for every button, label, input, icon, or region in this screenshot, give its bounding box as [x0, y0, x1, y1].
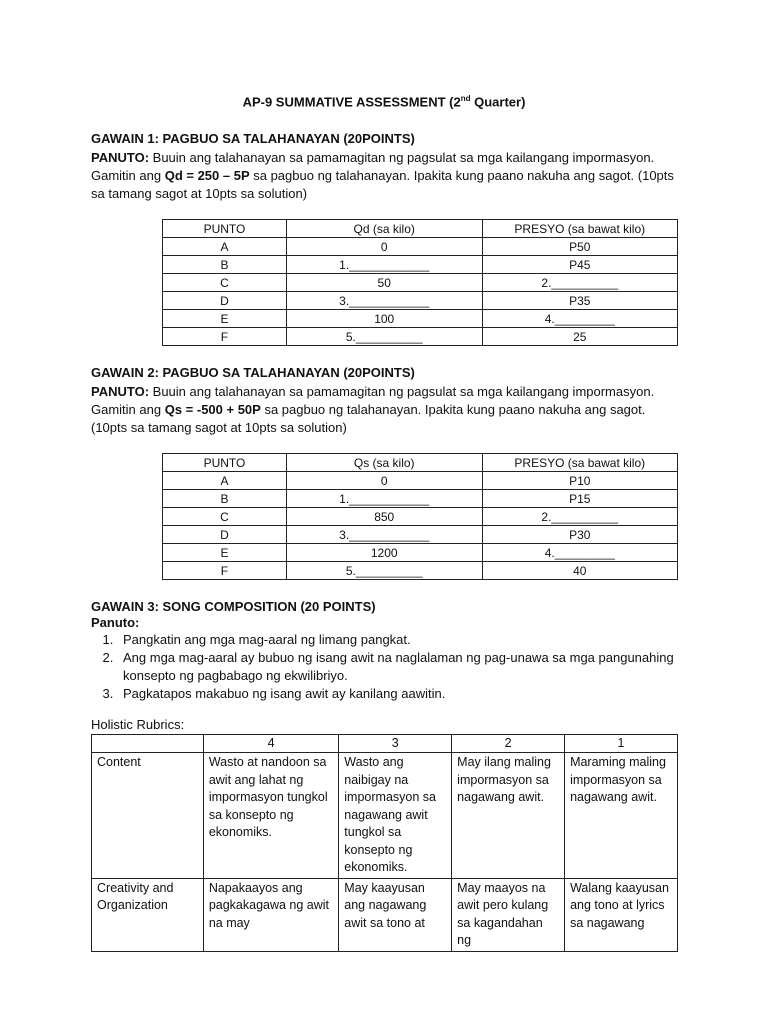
- task1-instructions: PANUTO: Buuin ang talahanayan sa pamamagitan ng pagsulat sa mga kailangang impormasyon. Gamitin ang Qd = 250 – 5P sa pagbuo ng talahanayan. Ipakita kung paano nakuha ang sagot. (10pts sa tamang sagot at 10pts sa solution): [91, 150, 674, 201]
- header-cell: [92, 735, 204, 753]
- table-cell: 5.__________: [286, 562, 482, 580]
- task2-heading: GAWAIN 2: PAGBUO SA TALAHANAYAN (20POINTS): [91, 365, 415, 380]
- header-cell: 4: [203, 735, 338, 753]
- table-cell: B: [163, 256, 287, 274]
- table-row: [163, 256, 678, 274]
- table-row: [163, 490, 678, 508]
- table-cell: C: [163, 274, 287, 292]
- task3-steps: [91, 631, 707, 703]
- table-cell: C: [163, 508, 287, 526]
- list-item: 1. Pangkatin ang mga mag-aaral ng limang pangkat.: [117, 631, 707, 649]
- table-cell: P30: [482, 526, 677, 544]
- rubric-header-row: [92, 735, 678, 753]
- table-cell: P45: [482, 256, 677, 274]
- table-cell: May kaayusan ang nagawang awit sa tono at: [339, 878, 452, 951]
- table-row: [163, 292, 678, 310]
- table-header-row: [163, 454, 678, 472]
- table-cell: Wasto at nandoon sa awit ang lahat ng impormasyon tungkol sa konsepto ng ekonomiks.: [203, 753, 338, 879]
- table-cell: D: [163, 292, 287, 310]
- table-cell: 50: [286, 274, 482, 292]
- task2-table: [162, 453, 678, 580]
- table-row: [163, 472, 678, 490]
- header-cell: 3: [339, 735, 452, 753]
- table-row: [92, 878, 678, 951]
- task3-heading: GAWAIN 3: SONG COMPOSITION (20 POINTS): [91, 599, 376, 614]
- table-cell: 0: [286, 238, 482, 256]
- table-cell: 0: [286, 472, 482, 490]
- table-cell: F: [163, 562, 287, 580]
- table-cell: 25: [482, 328, 677, 346]
- table-cell: Wasto ang naibigay na impormasyon sa nagawang awit tungkol sa konsepto ng ekonomiks.: [339, 753, 452, 879]
- table-row: [163, 328, 678, 346]
- table-row: [163, 508, 678, 526]
- rubric-label: Holistic Rubrics:: [91, 717, 185, 732]
- table-cell: A: [163, 472, 287, 490]
- table-cell: 3.____________: [286, 292, 482, 310]
- task3-label: Panuto:: [91, 615, 140, 630]
- header-cell: PUNTO: [163, 454, 287, 472]
- table-cell: 2.__________: [482, 508, 677, 526]
- header-cell: PUNTO: [163, 220, 287, 238]
- task1-heading: GAWAIN 1: PAGBUO SA TALAHANAYAN (20POINTS): [91, 131, 415, 146]
- table-cell: P50: [482, 238, 677, 256]
- table-cell: 1.____________: [286, 490, 482, 508]
- header-cell: PRESYO (sa bawat kilo): [482, 220, 677, 238]
- table-cell: 5.__________: [286, 328, 482, 346]
- header-cell: Qd (sa kilo): [286, 220, 482, 238]
- task1-table: [162, 219, 678, 346]
- page-title: AP-9 SUMMATIVE ASSESSMENT (2nd Quarter): [242, 94, 526, 110]
- table-row: [163, 562, 678, 580]
- header-cell: PRESYO (sa bawat kilo): [482, 454, 677, 472]
- rubric-criterion: Creativity and Organization: [92, 878, 204, 951]
- table-cell: P10: [482, 472, 677, 490]
- rubric-table: [91, 734, 678, 952]
- table-cell: A: [163, 238, 287, 256]
- header-cell: Qs (sa kilo): [286, 454, 482, 472]
- table-cell: P15: [482, 490, 677, 508]
- table-cell: Maraming maling impormasyon sa nagawang awit.: [565, 753, 678, 879]
- table-cell: E: [163, 544, 287, 562]
- table-row: [163, 310, 678, 328]
- table-cell: 1.____________: [286, 256, 482, 274]
- list-item: 3. Pagkatapos makabuo ng isang awit ay kanilang aawitin.: [117, 685, 707, 703]
- table-row: [163, 526, 678, 544]
- table-cell: 850: [286, 508, 482, 526]
- table-cell: D: [163, 526, 287, 544]
- table-header-row: [163, 220, 678, 238]
- table-cell: Walang kaayusan ang tono at lyrics sa nagawang: [565, 878, 678, 951]
- table-cell: 2.__________: [482, 274, 677, 292]
- table-cell: B: [163, 490, 287, 508]
- table-cell: 100: [286, 310, 482, 328]
- task2-instructions: PANUTO: Buuin ang talahanayan sa pamamagitan ng pagsulat sa mga kailangang impormasyon. Gamitin ang Qs = -500 + 50P sa pagbuo ng talahanayan. Ipakita kung paano nakuha ang sagot. (10pts sa tamang sagot at 10pts sa solution): [91, 384, 655, 435]
- table-row: [163, 274, 678, 292]
- table-row: [92, 753, 678, 879]
- table-cell: 40: [482, 562, 677, 580]
- table-cell: May ilang maling impormasyon sa nagawang awit.: [452, 753, 565, 879]
- header-cell: 1: [565, 735, 678, 753]
- table-cell: May maayos na awit pero kulang sa kagandahan ng: [452, 878, 565, 951]
- table-cell: 4._________: [482, 544, 677, 562]
- table-cell: F: [163, 328, 287, 346]
- table-cell: E: [163, 310, 287, 328]
- header-cell: 2: [452, 735, 565, 753]
- table-cell: 4._________: [482, 310, 677, 328]
- rubric-criterion: Content: [92, 753, 204, 879]
- table-cell: 1200: [286, 544, 482, 562]
- list-item: 2. Ang mga mag-aaral ay bubuo ng isang awit na naglalaman ng pag-unawa sa mga pangunahing konsepto ng pagbabago ng ekwilibriyo.: [117, 649, 707, 685]
- table-cell: Napakaayos ang pagkakagawa ng awit na may: [203, 878, 338, 951]
- table-row: [163, 544, 678, 562]
- table-cell: 3.____________: [286, 526, 482, 544]
- table-row: [163, 238, 678, 256]
- table-cell: P35: [482, 292, 677, 310]
